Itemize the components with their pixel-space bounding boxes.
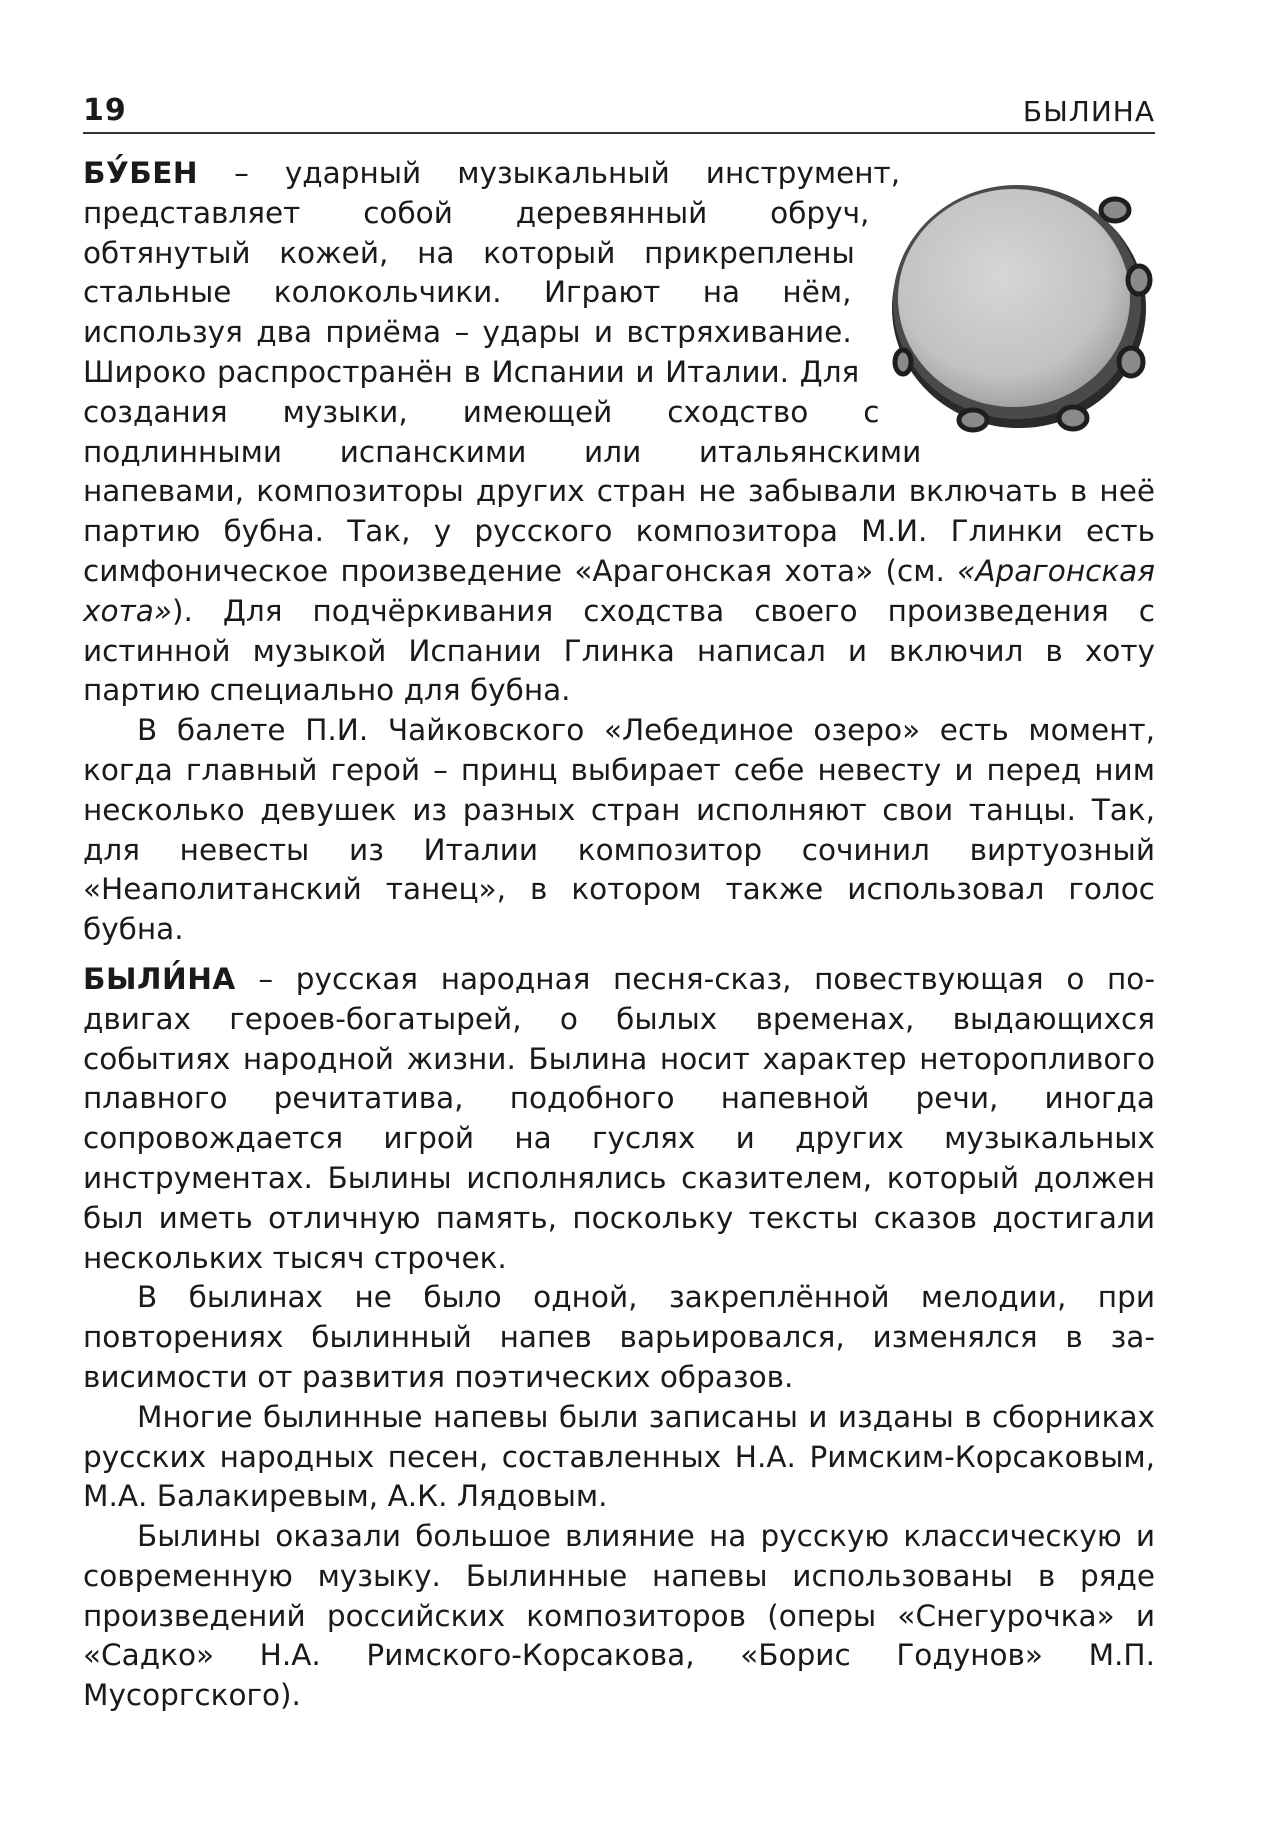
cross-reference: «Арагонская хота» [83,553,1155,628]
paragraph: Былины оказали большое влияние на русскую классическую и современную музыку. Былинные напевы использованы в ряде произведений российских композиторов (оперы «Снегурочка» и «Садко» Н.А. Римского-Корсакова, «Борис Годунов» М.П. Мусоргского). [83,1519,1155,1713]
paragraph-text: – русская народная песня-сказ, повествующая о подвигах героев-богатырей, о былых временах, выдающихся событиях народной жизни. Былина носит характер неторопливого плавного речитатива, подобного напевной речи, иногда сопровождается игрой на гуслях и других музыкальных инструментах. Былины исполнялись сказителем, который должен был иметь отличную память, поскольку тексты сказов достигали нескольких тысяч строчек. [83,961,1155,1275]
paragraph: Многие былинные напевы были записаны и изданы в сборниках русских народных песен, составленных Н.А. Римским-Корсаковым, М.А. Балакиревым, А.К. Лядовым. [83,1399,1155,1514]
paragraph: В былинах не было одной, закреплённой мелодии, при повторениях былинный напев варьировался, изменялся в зависимости от развития поэтических образов. [83,1280,1155,1394]
paragraph-text: ). Для подчёркивания сходства своего произведения с истинной музыкой Испании Глинка написал и включил в хоту партию специально для бубна. [83,593,1155,708]
page-number: 19 [83,93,127,128]
entry-bylina [83,960,1155,1716]
entry-buben [83,154,1155,950]
tambourine-skin [898,189,1130,407]
tambourine-figure [869,150,1169,450]
paragraph [83,960,1155,1278]
page [83,82,1155,1716]
paragraph: В балете П.И. Чайковского «Лебединое озеро» есть момент, когда главный герой – принц выбирает себе невесту и перед ним несколько девушек из разных стран исполняют свои танцы. Так, для невесты из Италии композитор сочинил виртуозный «Неаполитанский танец», в котором также использовал голос бубна. [83,713,1155,947]
paragraph-text: – ударный музыкальный инструмент, представляет собой деревянный обруч, обтянутый кожей, на который прикреплены стальные колокольчики. Играют на нём, используя два приёма – удары и встряхивание. Широко распространён в Испании и Италии. Для создания музыки, имеющей сходство с подлинными испанскими или итальянскими напевами, композиторы других стран не забывали включать в неё партию бубна. Так, у русского композитора М.И. Глинки есть симфоническое произведение «Арагонская хота» (см. [83,156,1155,588]
term-heading: БЫЛИ́НА [83,961,236,996]
article-body [83,154,1155,1716]
term-heading: БУ́БЕН [83,156,199,190]
page-header [83,82,1155,134]
tambourine-icon [869,150,1169,450]
running-head: БЫЛИНА [1022,95,1155,128]
